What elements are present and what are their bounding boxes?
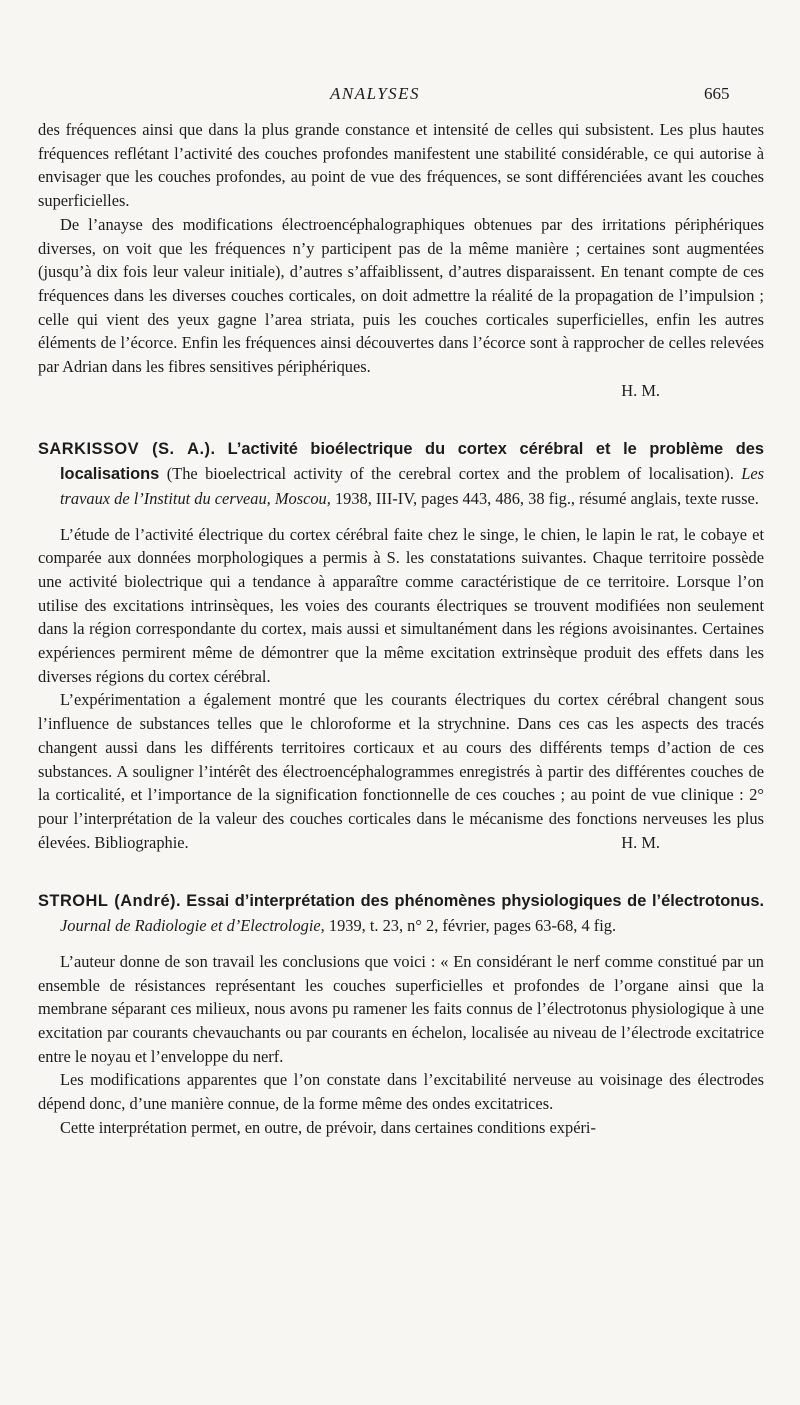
entry-journal: Les travaux de l’Institut du cerveau, Moscou, <box>60 464 764 508</box>
entry-signature: H. M. <box>621 832 660 852</box>
entry-details: 1938, III-IV, pages 443, 486, 38 fig., résumé anglais, texte russe. <box>334 488 759 508</box>
entry-title: Essai d’interprétation des phénomènes physiologiques de l’électrotonus. <box>186 892 764 911</box>
intro-paragraph-2: De l’anayse des modifications électroencéphalographiques obtenues par des irritations périphériques diverses, on voit que les fréquences n’y participent pas de la même manière ; certaines sont augmentées (jusqu’à dix fois leur valeur initiale), d’autres s’affaiblissent, d’autres disparaissent. En tenant compte de ces fréquences dans les diverses couches corticales, on doit admettre la réalité de la propagation de l’impulsion ; celle qui vient des yeux gagne l’area striata, puis les couches corticales superficielles, enfin les autres éléments de l’écorce. Enfin les fréquences ainsi découvertes dans l’écorce sont à rapprocher de celles relevées par Adrian dans les fibres sensitives périphériques. <box>38 214 764 377</box>
entry-gap <box>38 938 764 950</box>
entry-author: SARKISSOV (S. A.). <box>38 440 216 459</box>
entry-title: L’activité bioélectrique du cortex cérébral et le problème des localisations <box>60 440 764 484</box>
intro-section <box>38 118 764 402</box>
entry-paragraph-3: Cette interprétation permet, en outre, de prévoir, dans certaines conditions expéri- <box>60 1117 596 1137</box>
entry-paragraph-1: L’étude de l’activité électrique du cortex cérébral faite chez le singe, le chien, le lapin le rat, le cobaye et comparée aux données morphologiques a permis à S. les constatations suivantes. Chaque territoire possède une activité biolectrique qui a tendance à apparaître comme caractéristique de ce territoire. Lorsque l’on utilise des excitations intrinsèques, les voies des courants électriques se trouvent modifiées non seulement dans la région correspondante du cortex, mais aussi et simultanément dans les régions avoisinantes. Certaines expériences permirent même de démontrer que la même excitation extrinsèque produit des effets dans les diverses régions du cortex cérébral. <box>38 524 764 686</box>
section-gap <box>38 854 764 889</box>
intro-paragraph-1: des fréquences ainsi que dans la plus grande constance et intensité de celles qui subsistent. Les plus hautes fréquences reflétant l’activité des couches profondes manifestent une stabilité considérable, ce qui autorise à envisager que les couches profondes, au point de vue des fréquences, se sont différenciées avant les couches superficielles. <box>38 120 764 211</box>
entry-title-translation: (The bioelectrical activity of the cerebral cortex and the problem of localisation). <box>166 464 734 484</box>
entry-author: STROHL (André). <box>38 892 182 911</box>
page-header <box>0 84 800 108</box>
page-number: 665 <box>704 84 730 103</box>
entry-paragraph-2: Les modifications apparentes que l’on constate dans l’excitabilité nerveuse au voisinage des électrodes dépend donc, d’une manière connue, de la forme même des ondes excitatrices. <box>38 1070 764 1114</box>
entry-details: 1939, t. 23, n° 2, février, pages 63-68, 4 fig. <box>328 916 617 936</box>
review-entry-strohl <box>38 889 764 1139</box>
entry-gap <box>38 511 764 523</box>
entry-journal: Journal de Radiologie et d’Electrologie, <box>60 916 325 936</box>
section-gap <box>38 402 764 437</box>
entry-paragraph-2 <box>38 688 764 854</box>
entry-paragraph-1: L’auteur donne de son travail les conclusions que voici : « En considérant le nerf comme constitué par un ensemble de résistances représentant les couches superficielles et profondes de l’organe ainsi que la membrane séparant ces milieux, nous avons pu ramener les faits connus de l’électrotonus physiologique à une excitation par courants chevauchants ou par courants en échelon, localisée au niveau de l’électrode excitatrice entre le noyau et l’enveloppe du nerf. <box>38 951 764 1066</box>
page-body <box>38 118 764 1139</box>
running-title: ANALYSES <box>330 84 421 103</box>
entry-citation <box>38 889 764 937</box>
entry-paragraph-2-text: L’expérimentation a également montré que les courants électriques du cortex cérébral changent sous l’influence de substances telles que le chloroforme et la strychnine. Dans ces cas les aspects des tracés changent aussi dans les différents territoires corticaux et au cours des différents temps d’action de ces substances. A souligner l’intérêt des électroencéphalogrammes enregistrés à partir des différentes couches de la corticalité, et l’importance de la signification fonctionnelle de ces couches ; au point de vue clinique : 2° pour l’interprétation de la valeur des couches corticales dans le mécanisme des fonctions nerveuses les plus élevées. Bibliographie. <box>38 690 764 852</box>
intro-signature: H. M. <box>621 380 660 400</box>
review-entry-sarkissov <box>38 437 764 854</box>
entry-citation <box>38 437 764 510</box>
